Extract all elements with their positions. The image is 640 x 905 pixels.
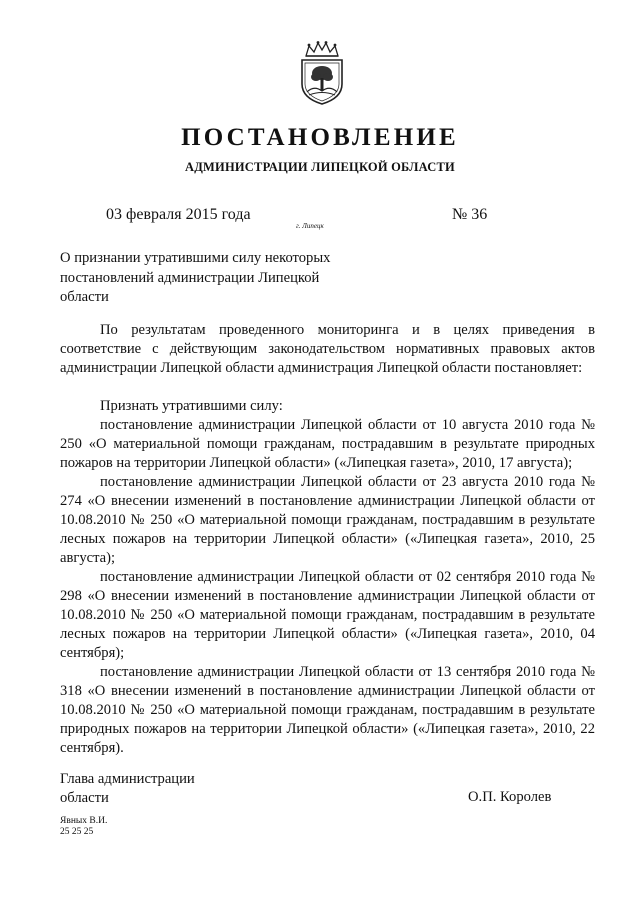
document-title: ПОСТАНОВЛЕНИЕ [181,124,459,151]
document-number: № 36 [452,206,488,223]
lead-paragraph: Признать утратившими силу: [100,398,283,414]
signatory-position-line: Глава администрации [60,771,195,787]
executor-info [60,816,107,838]
signatory-position-line: области [60,790,109,806]
repealed-item: постановление администрации Липецкой области от 13 сентября 2010 года № 318 «О внесении изменений в постановление администрации Липецкой области от 10.08.2010 № 250 «О материальной помощи гражданам, пострадавшим в результате природных пожаров на территории Липецкой области» («Липецкая газета», 2010, 22 сентября). [60,664,595,756]
repealed-item: постановление администрации Липецкой области от 23 августа 2010 года № 274 «О внесении изменений в постановление администрации Липецкой области от 10.08.2010 № 250 «О материальной помощи гражданам, пострадавшим в результате лесных пожаров на территории Липецкой области» («Липецкая газета», 2010, 25 августа); [60,474,595,566]
signatory-name: О.П. Королев [468,789,552,805]
document-body [60,321,595,758]
repealed-item: постановление администрации Липецкой области от 10 августа 2010 года № 250 «О материальной помощи гражданам, пострадавшим в результате природных пожаров на территории Липецкой области» («Липецкая газета», 2010, 17 августа); [60,417,595,471]
subject-line: области [60,289,109,305]
document-city: г. Липецк [296,222,324,230]
coat-of-arms-icon [296,40,348,106]
executor-name: Явных В.И. [60,816,108,826]
repealed-item: постановление администрации Липецкой области от 02 сентября 2010 года № 298 «О внесении изменений в постановление администрации Липецкой области от 10.08.2010 № 250 «О материальной помощи гражданам, пострадавшим в результате лесных пожаров на территории Липецкой области» («Липецкая газета», 2010, 04 сентября); [60,569,595,661]
subject-line: постановлений администрации Липецкой [60,269,320,286]
document-subtitle: АДМИНИСТРАЦИИ ЛИПЕЦКОЙ ОБЛАСТИ [185,160,455,174]
subject-line: О признании утратившими силу некоторых [60,250,331,266]
intro-paragraph: По результатам проведенного мониторинга и в целях приведения в соответствие с действующим законодательством нормативных правовых актов администрации Липецкой области администрация Липецкой области постановляет: [60,322,595,376]
executor-phone: 25 25 25 [60,827,94,837]
document-subject [60,249,360,308]
document-date: 03 февраля 2015 года [106,206,251,223]
signatory-position [60,770,195,808]
